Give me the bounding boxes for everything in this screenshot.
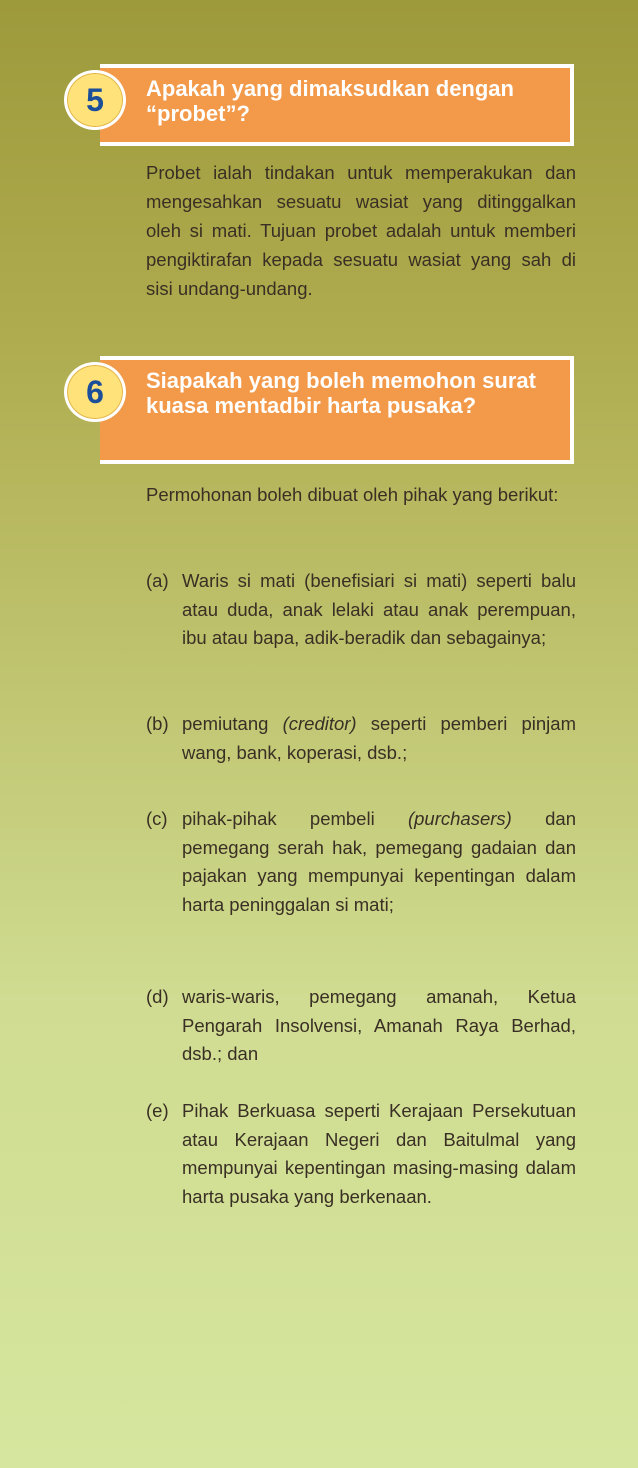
question-5-number-badge: 5 [64,70,126,130]
question-5-answer: Probet ialah tindakan untuk memperakukan dan mengesahkan sesuatu wasiat yang ditinggalkan oleh si mati. Tujuan probet adalah untuk memberi pengiktirafan kepada sesuatu wasiat yang sah di sisi undang-undang. [146,162,576,299]
question-6-intro: Permohonan boleh dibuat oleh pihak yang berikut: [146,484,559,505]
list-item-text-italic: (creditor) [282,713,357,734]
question-5-title: Apakah yang dimaksudkan dengan “probet”? [146,76,514,126]
list-item-c [146,805,576,919]
list-item-text-pre: pihak-pihak pembeli [182,808,408,829]
list-item-label: (c) [146,808,168,829]
question-5-header [100,64,574,146]
list-item-b [146,710,576,767]
list-item-text-pre: pemiutang [182,713,283,734]
question-6-title: Siapakah yang boleh memohon surat kuasa mentadbir harta pusaka? [146,368,536,418]
list-item-label: (e) [146,1100,169,1121]
list-item-a [146,567,576,653]
list-item-label: (a) [146,570,169,591]
question-6-header [100,356,574,464]
question-6-number-badge: 6 [64,362,126,422]
list-item-text: Waris si mati (benefisiari si mati) seperti balu atau duda, anak lelaki atau anak perempuan, ibu atau bapa, adik-beradik dan sebagainya; [182,570,576,648]
list-item-label: (b) [146,713,169,734]
list-item-text [182,805,576,919]
list-item-label: (d) [146,986,169,1007]
list-item-text: Pihak Berkuasa seperti Kerajaan Persekutuan atau Kerajaan Negeri dan Baitulmal yang mempunyai kepentingan masing-masing dalam harta pusaka yang berkenaan. [182,1100,576,1207]
list-item-text-italic: (purchasers) [407,808,512,829]
list-item-text-post: dan pemegang serah hak, pemegang gadaian dan pajakan yang mempunyai kepentingan dalam harta peninggalan si mati; [182,808,576,915]
list-item-e [146,1097,576,1211]
list-item-text: waris-waris, pemegang amanah, Ketua Pengarah Insolvensi, Amanah Raya Berhad, dsb.; dan [182,986,576,1064]
list-item-d [146,983,576,1069]
list-item-text-post: seperti pemberi pinjam wang, bank, koperasi, dsb.; [182,713,576,763]
list-item-text [182,710,576,767]
